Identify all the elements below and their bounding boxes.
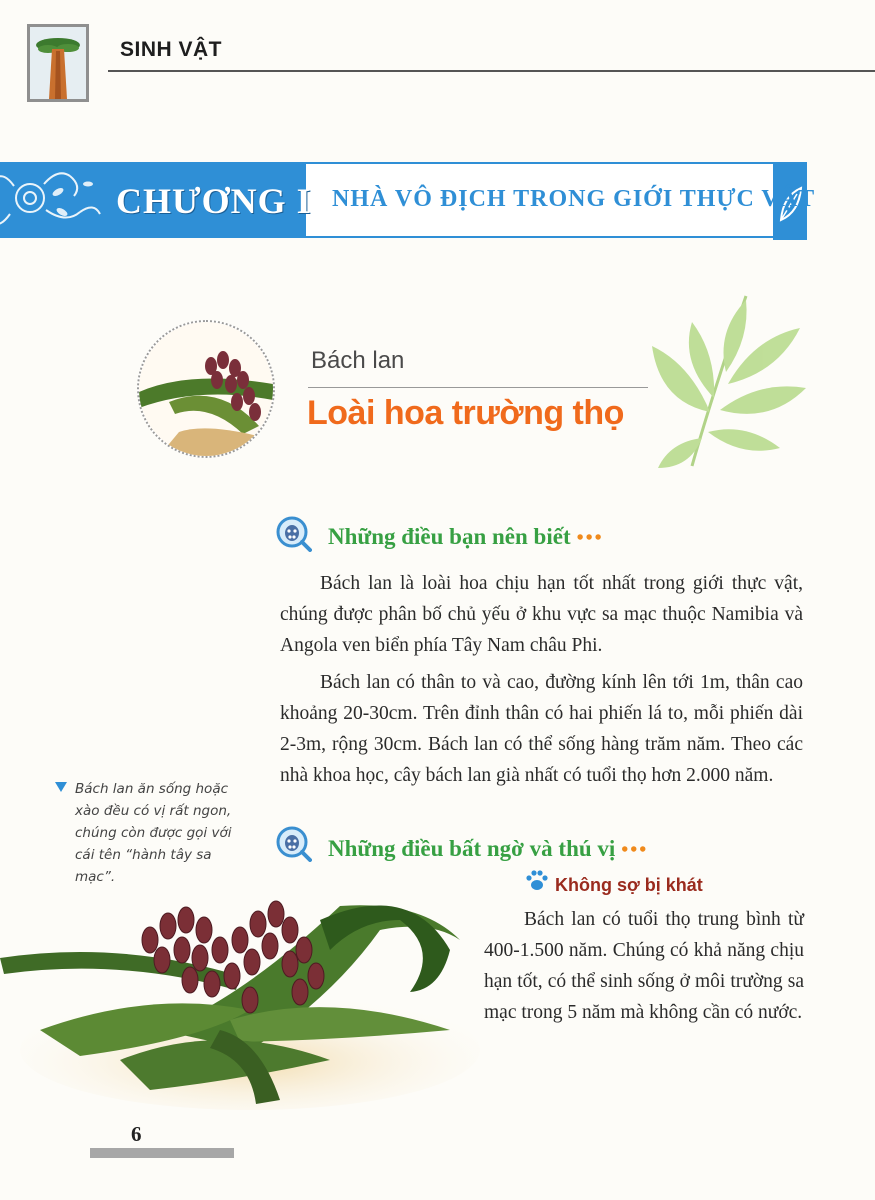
paragraph: Bách lan có tuổi thọ trung bình từ 400-1.500 năm. Chúng có khả năng chịu hạn tốt, có thể sinh sống ở môi trường sa mạc trong 5 năm mà không cần có nước. <box>484 909 804 1023</box>
flower-thumbnail-image <box>137 320 275 458</box>
heading-dots: ••• <box>621 839 649 861</box>
page-number: 6 <box>131 1122 142 1146</box>
baobab-tree-icon <box>27 24 89 102</box>
paragraph: Bách lan có thân to và cao, đường kính lên tới 1m, thân cao khoảng 20-30cm. Trên đỉnh thân có hai phiến lá to, mỗi phiến dài 2-3m, rộng 30cm. Bách lan có thể sống hàng trăm năm. Theo các nhà khoa học, cây bách lan già nhất có tuổi thọ hơn 2.000 năm. <box>280 672 803 786</box>
section2-body <box>484 904 804 1028</box>
page-number-bar <box>90 1148 234 1158</box>
leaf-branch-icon <box>650 292 810 477</box>
title-divider <box>308 387 648 388</box>
article-title: Loài hoa trường thọ <box>307 394 624 432</box>
section-heading-text: Những điều bạn nên biết <box>328 524 571 549</box>
welwitschia-plant-image <box>0 880 480 1115</box>
subheading: Không sợ bị khát <box>555 875 703 895</box>
magnifier-ladybug-icon <box>276 826 312 862</box>
paw-print-icon <box>524 868 550 899</box>
article-subtitle: Bách lan <box>311 347 405 374</box>
section-heading-text: Những điều bất ngờ và thú vị <box>328 836 616 861</box>
paragraph: Bách lan là loài hoa chịu hạn tốt nhất trong giới thực vật, chúng được phân bố chủ yếu ở khu vực sa mạc thuộc Namibia và Angola ven biển phía Tây Nam châu Phi. <box>280 573 803 656</box>
heading-dots: ••• <box>576 527 604 549</box>
book-title: SINH VẬT <box>120 38 223 61</box>
image-caption: Bách lan ăn sống hoặc xào đều có vị rất ngon, chúng còn được gọi với cái tên “hành tây sa mạc”. <box>75 781 232 885</box>
section-heading-know <box>328 524 604 550</box>
section-heading-surprising <box>328 836 648 862</box>
caption-marker-icon <box>55 782 67 792</box>
chapter-title: NHÀ VÔ ĐỊCH TRONG GIỚI THỰC VẬT <box>332 186 816 212</box>
magnifier-ladybug-icon <box>276 516 312 552</box>
chapter-number: CHƯƠNG I <box>116 181 312 221</box>
flower-ornament-icon <box>0 162 110 238</box>
header-rule <box>108 70 875 72</box>
section1-body <box>280 568 803 791</box>
